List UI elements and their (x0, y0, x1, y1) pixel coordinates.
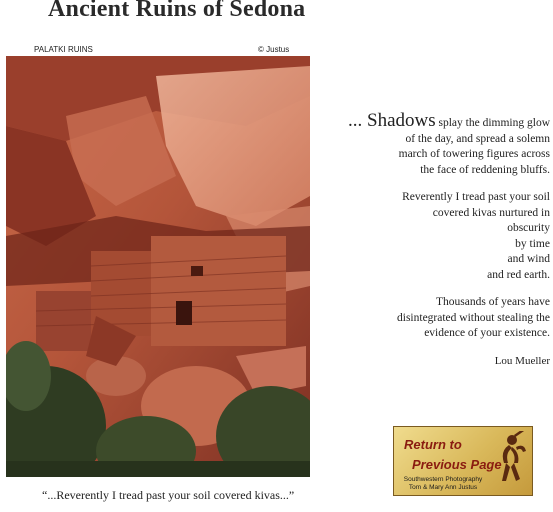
poem-author: Lou Mueller (494, 354, 550, 367)
poem-line: of the day, and spread a solemn (405, 132, 550, 145)
photo-credit: © Justus (258, 45, 290, 54)
poem-line: Reverently I tread past your soil (402, 191, 550, 203)
ruins-doorway (176, 301, 192, 325)
return-to-previous-page-button[interactable] (393, 426, 533, 496)
return-button-label (402, 435, 502, 475)
photo-caption-title: PALATKI RUINS (34, 45, 93, 54)
poem-line: by time (515, 237, 550, 250)
poem-line: the face of reddening bluffs. (420, 163, 550, 176)
return-button-credit-line2: Tom & Mary Ann Justus (408, 483, 478, 491)
return-button-label-line1: Return to (404, 437, 462, 452)
poem-stanza-2 (312, 190, 550, 283)
poem-line: covered kivas nurtured in (432, 206, 550, 219)
ruins-photo (6, 56, 310, 477)
return-button-credit (394, 476, 492, 491)
page-title: Ancient Ruins of Sedona (48, 0, 306, 22)
poem-stanza-3 (312, 295, 550, 342)
return-button-label-line2: Previous Page (412, 457, 502, 472)
poem-line: disintegrated without stealing the (397, 311, 550, 324)
poem-line (312, 111, 550, 132)
return-button-credit-line1: Southwestern Photography (403, 476, 483, 483)
poem-line: obscurity (507, 222, 550, 234)
poem-line: and wind (507, 253, 550, 265)
poem-line: Thousands of years have (435, 296, 550, 308)
bottom-quote: “...Reverently I tread past your soil covered kivas...” (42, 488, 295, 502)
poem (312, 111, 550, 369)
kokopelli-icon (492, 431, 530, 493)
poem-stanza-1 (312, 111, 550, 178)
poem-line: and red earth. (487, 268, 550, 281)
poem-line: evidence of your existence. (424, 327, 550, 339)
poem-line: march of towering figures across (398, 148, 550, 160)
poem-line-text: splay the dimming glow (438, 117, 550, 129)
poem-lead-word: ... Shadows (348, 110, 436, 131)
